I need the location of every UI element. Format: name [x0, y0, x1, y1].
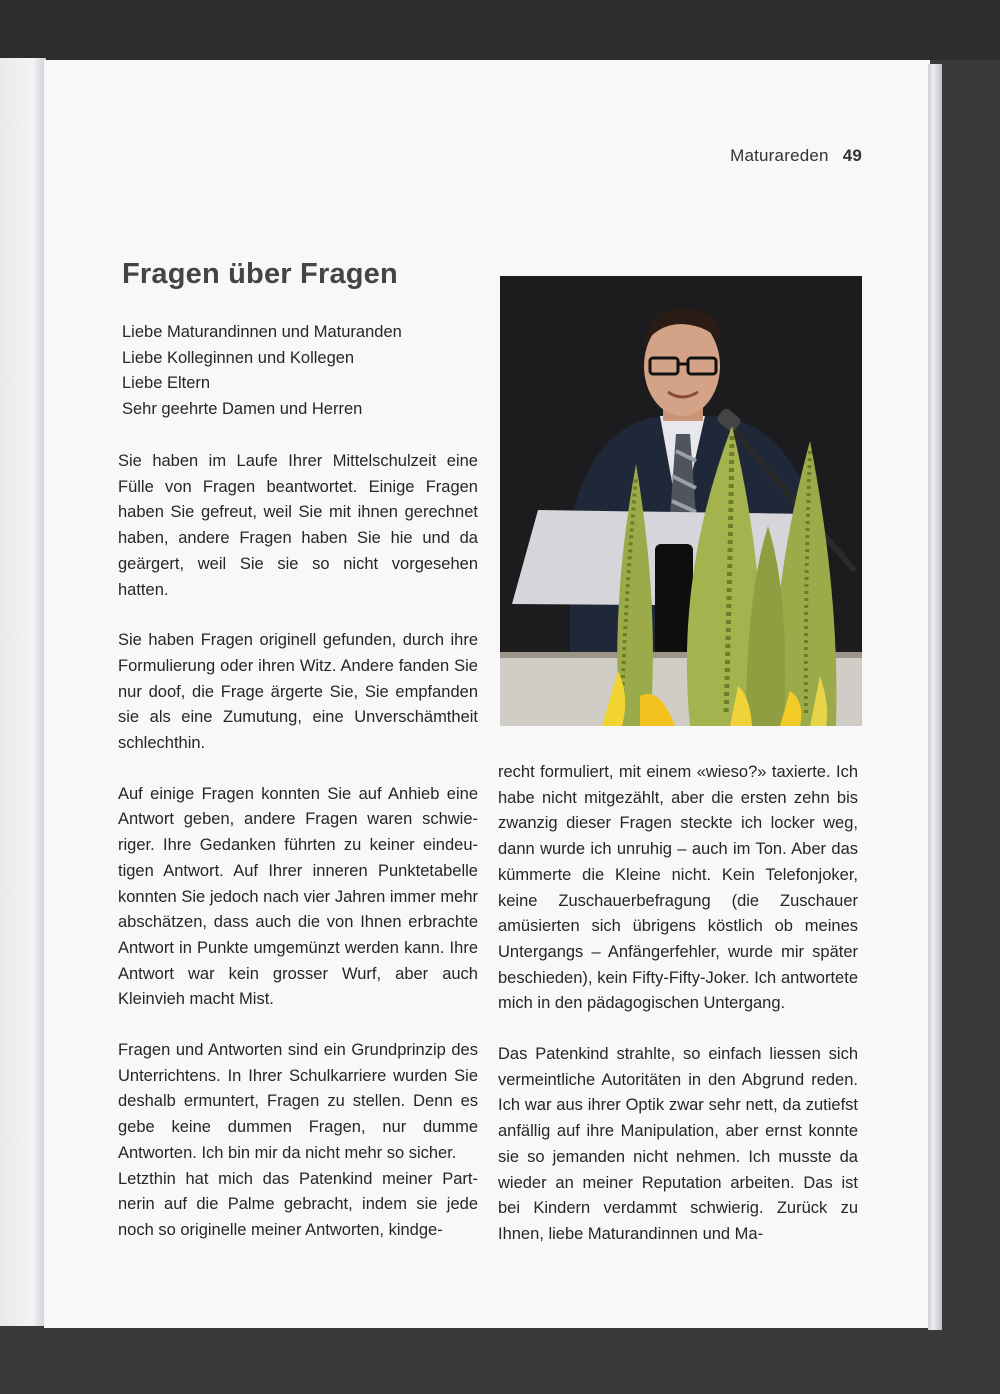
- salutation-line: Liebe Kolleginnen und Kollegen: [122, 348, 355, 367]
- text-column-left: [118, 449, 478, 1244]
- salutation-line: Liebe Eltern: [122, 374, 211, 393]
- left-page-edge: [0, 58, 46, 1326]
- scan-background: [0, 0, 1000, 60]
- paragraph: Auf einige Fragen konnten Sie auf Anhieb eine Antwort geben, andere Fragen waren schwieriger. Ihre Gedanken führten zu keiner eindeutigen Antwort. Auf Ihrer inneren Punktetabelle konnten Sie jedoch nach vier Jahren immer mehr abschätzen, dass auch die von Ihnen erbrachte Antwort in Punkte umgemünzt werden kann. Ihre Antwort war kein grosser Wurf, aber auch Kleinvieh macht Mist.: [118, 784, 478, 1009]
- paragraph: Fragen und Antworten sind ein Grundprinzip des Unterrichtens. In Ihrer Schulkarriere wurden Sie deshalb ermuntert, Fragen zu stellen. Denn es gebe keine dummen Fragen, nur dumme Antworten. Ich bin mir da nicht mehr so sicher.: [118, 1041, 478, 1162]
- salutation-line: Liebe Maturandinnen und Maturanden: [122, 323, 402, 341]
- section-title: Maturareden: [730, 146, 829, 165]
- running-header: [730, 146, 862, 166]
- page-stack-edge: [928, 64, 942, 1330]
- text-column-right: [498, 760, 858, 1248]
- salutation-line: Sehr geehrte Damen und Herren: [122, 400, 363, 419]
- page-number: 49: [842, 146, 862, 165]
- paragraph: Das Patenkind strahlte, so einfach liessen sich vermeintliche Autoritäten in den Abgrund reden. Ich war aus ihrer Optik zwar sehr nett, da zutiefst anfällig auf ihre Manipulation, aber ernst konnte sie so jemanden nicht nehmen. Ich musste da wieder an meiner Reputation arbeiten. Das ist bei Kindern verdammt schwierig. Zurück zu Ihnen, liebe Maturandinnen und Ma-: [498, 1045, 858, 1243]
- paragraph: Letzthin hat mich das Patenkind meiner Partnerin auf die Palme gebracht, indem sie jede noch so originelle meiner Antworten, kindge-: [118, 1169, 478, 1239]
- salutation-block: [122, 320, 492, 423]
- paragraph: Sie haben Fragen originell gefunden, durch ihre Formulierung oder ihren Witz. Andere fanden Sie nur doof, die Frage ärgerte Sie, Sie empfanden sie als eine Zumutung, eine Unverschämtheit schlechthin.: [118, 631, 478, 753]
- paragraph: Sie haben im Laufe Ihrer Mittelschulzeit eine Fülle von Fragen beantwortet. Einige Fragen haben Sie gefreut, weil Sie mit ihnen gerechnet haben, andere Fragen haben Sie hie und da geärgert, weil Sie sie so nicht vorgesehen hatten.: [118, 452, 478, 599]
- article-title: Fragen über Fragen: [122, 258, 398, 290]
- speaker-photo: [500, 276, 862, 726]
- paragraph: recht formuliert, mit einem «wieso?» taxierte. Ich habe nicht mitgezählt, aber die ersten zehn bis zwanzig dieser Fragen steckte ich locker weg, dann wurde ich unruhig – auch im Ton. Aber das kümmerte die Kleine nicht. Kein Telefonjoker, keine Zuschauerbefragung (die Zuschauer amüsierten sich übrigens köstlich ob meines Untergangs – Anfängerfehler, wurde mir später beschieden), kein Fifty-Fifty-Joker. Ich antwortete mich in den pädagogischen Untergang.: [498, 763, 858, 1013]
